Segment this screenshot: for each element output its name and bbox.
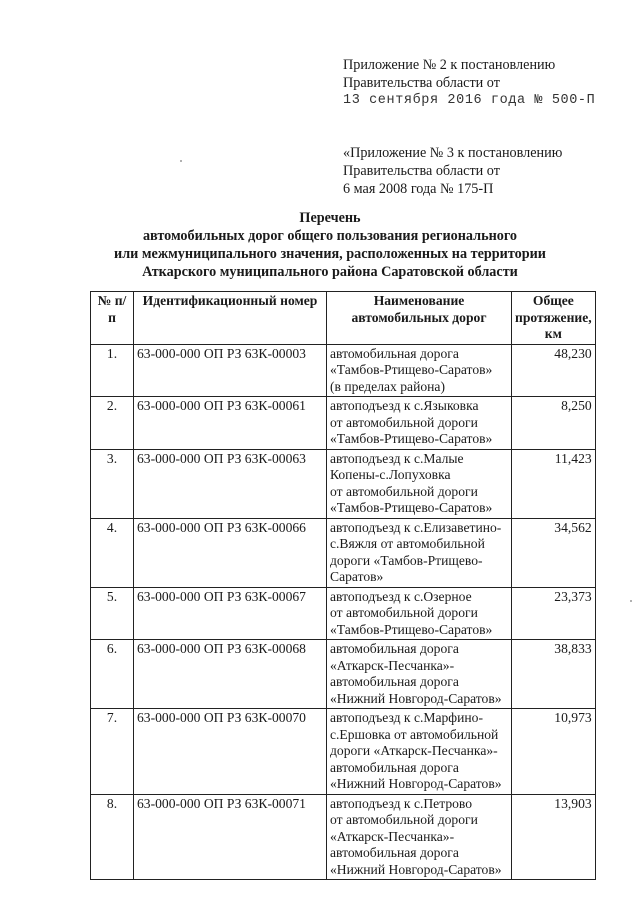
road-name-line: с.Вяжля от автомобильной xyxy=(330,536,485,551)
road-id: 63-000-000 ОП РЗ 63К-00068 xyxy=(134,640,327,709)
title-line2: автомобильных дорог общего пользования регионального xyxy=(142,228,518,244)
road-id: 63-000-000 ОП РЗ 63К-00003 xyxy=(134,344,327,397)
row-num: 8. xyxy=(91,794,134,880)
table-row xyxy=(91,640,596,709)
table-row xyxy=(91,587,596,640)
road-name-line: (в пределах района) xyxy=(330,378,445,394)
title-line1: Перечень xyxy=(299,210,361,226)
road-name-line: автомобильная дорога xyxy=(330,759,459,775)
road-name xyxy=(327,344,512,397)
table-header-row xyxy=(91,292,596,345)
road-name xyxy=(327,449,512,518)
road-length: 11,423 xyxy=(512,449,596,518)
road-length: 10,973 xyxy=(512,709,596,795)
road-name-line: автомобильная дорога xyxy=(330,345,459,361)
scan-speck xyxy=(180,160,182,162)
road-name-line: автоподъезд к с.Елизаветино- xyxy=(330,519,502,535)
road-name-line: автомобильная дорога xyxy=(330,845,459,860)
road-length: 13,903 xyxy=(512,794,596,880)
appendix-header-line2: Правительства области от xyxy=(343,75,500,91)
road-length: 34,562 xyxy=(512,518,596,587)
road-id: 63-000-000 ОП РЗ 63К-00066 xyxy=(134,518,327,587)
road-name-line: Копены-с.Лопуховка xyxy=(330,467,451,482)
road-name-line: от автомобильной дороги xyxy=(330,483,478,499)
road-length: 38,833 xyxy=(512,640,596,709)
header-id: Идентификационный номер xyxy=(134,292,327,345)
document-title xyxy=(90,209,570,281)
road-name-line: автоподъезд к с.Озерное xyxy=(330,588,472,604)
road-name-line: «Нижний Новгород-Саратов» xyxy=(330,690,502,706)
road-length: 23,373 xyxy=(512,587,596,640)
road-name xyxy=(327,794,512,880)
road-name xyxy=(327,640,512,709)
road-name-line: «Нижний Новгород-Саратов» xyxy=(330,861,502,877)
road-name-line: «Тамбов-Ртищево-Саратов» xyxy=(330,621,493,637)
road-name-line: с.Ершовка от автомобильной xyxy=(330,726,499,742)
road-name xyxy=(327,587,512,640)
road-name-line: «Аткарск-Песчанка»- xyxy=(330,828,455,844)
road-length: 48,230 xyxy=(512,344,596,397)
table-row xyxy=(91,449,596,518)
row-num: 5. xyxy=(91,587,134,640)
row-num: 4. xyxy=(91,518,134,587)
road-length: 8,250 xyxy=(512,397,596,450)
road-name-line: Саратов» xyxy=(330,569,384,584)
road-id: 63-000-000 ОП РЗ 63К-00063 xyxy=(134,449,327,518)
row-num: 1. xyxy=(91,344,134,397)
road-id: 63-000-000 ОП РЗ 63К-00061 xyxy=(134,397,327,450)
header-num: № п/п xyxy=(91,292,134,345)
road-name-line: от автомобильной дороги xyxy=(330,414,478,430)
row-num: 7. xyxy=(91,709,134,795)
road-id: 63-000-000 ОП РЗ 63К-00067 xyxy=(134,587,327,640)
road-name-line: автомобильная дорога xyxy=(330,674,459,689)
road-name-line: «Аткарск-Песчанка»- xyxy=(330,657,455,673)
table-row xyxy=(91,518,596,587)
road-name-line: автоподъезд к с.Марфино- xyxy=(330,710,483,725)
road-name-line: «Нижний Новгород-Саратов» xyxy=(330,776,502,791)
road-id: 63-000-000 ОП РЗ 63К-00070 xyxy=(134,709,327,795)
table-row xyxy=(91,397,596,450)
appendix-header2-line3: 6 мая 2008 года № 175-П xyxy=(343,181,494,197)
road-name-line: автоподъезд к с.Петрово xyxy=(330,795,473,811)
appendix-header-2 xyxy=(343,144,633,198)
road-name-line: дороги «Тамбов-Ртищево- xyxy=(330,552,483,568)
road-name-line: «Тамбов-Ртищево-Саратов» xyxy=(330,431,493,446)
road-name-line: дороги «Аткарск-Песчанка»- xyxy=(330,743,498,758)
appendix-header-line1: Приложение № 2 к постановлению xyxy=(343,57,556,73)
title-line4: Аткарского муниципального района Саратовской области xyxy=(142,264,518,280)
row-num: 3. xyxy=(91,449,134,518)
road-name-line: от автомобильной дороги xyxy=(330,605,478,620)
road-name xyxy=(327,518,512,587)
row-num: 2. xyxy=(91,397,134,450)
road-name-line: от автомобильной дороги xyxy=(330,812,478,827)
row-num: 6. xyxy=(91,640,134,709)
road-name-line: автоподъезд к с.Малые xyxy=(330,450,464,466)
road-name xyxy=(327,709,512,795)
roads-table xyxy=(90,291,596,880)
appendix-header2-line2: Правительства области от xyxy=(343,163,500,179)
appendix-header2-line1: «Приложение № 3 к постановлению xyxy=(343,145,563,161)
title-line3: или межмуниципального значения, расположенных на территории xyxy=(114,246,546,262)
road-name-line: автоподъезд к с.Языковка xyxy=(330,398,479,413)
table-row xyxy=(91,794,596,880)
road-name-line: «Тамбов-Ртищево-Саратов» xyxy=(330,500,493,515)
header-length: Общее протяжение, км xyxy=(512,292,596,345)
road-name xyxy=(327,397,512,450)
road-name-line: «Тамбов-Ртищево-Саратов» xyxy=(330,362,493,377)
table-row xyxy=(91,709,596,795)
scan-speck xyxy=(630,600,632,602)
road-id: 63-000-000 ОП РЗ 63К-00071 xyxy=(134,794,327,880)
header-name: Наименование автомобильных дорог xyxy=(327,292,512,345)
appendix-header xyxy=(343,56,633,110)
table-row xyxy=(91,344,596,397)
road-name-line: автомобильная дорога xyxy=(330,641,459,656)
date-stamp: 13 сентября 2016 года № 500-П xyxy=(343,93,596,108)
